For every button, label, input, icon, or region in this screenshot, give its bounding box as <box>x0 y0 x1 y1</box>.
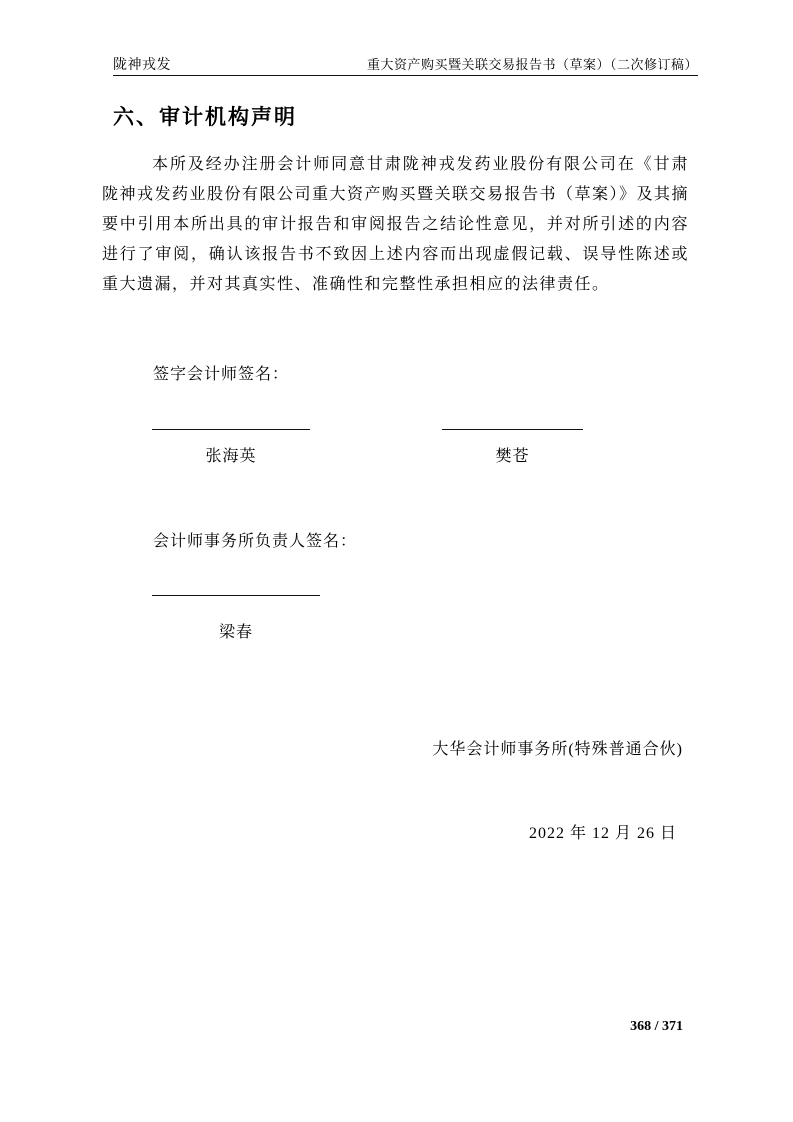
header-report-title: 重大资产购买暨关联交易报告书（草案）（二次修订稿） <box>366 57 698 72</box>
header-divider-rule <box>113 75 698 76</box>
signature-line-firm-head <box>152 595 320 596</box>
section-title: 六、审计机构声明 <box>113 106 297 129</box>
firm-head-label: 会计师事务所负责人签名： <box>153 533 358 550</box>
document-date: 2022 年 12 月 26 日 <box>528 825 677 842</box>
header-company-short-name: 陇神戎发 <box>113 58 171 73</box>
signature-line-accountant-1 <box>152 429 310 430</box>
firm-head-name: 梁春 <box>218 624 253 641</box>
signature-line-accountant-2 <box>442 429 583 430</box>
page-number: 368 / 371 <box>630 1019 683 1034</box>
accounting-firm-name: 大华会计师事务所(特殊普通合伙) <box>432 741 683 758</box>
declaration-paragraph: 本所及经办注册会计师同意甘肃陇神戎发药业股份有限公司在《甘肃陇神戎发药业股份有限公司重大资产购买暨关联交易报告书（草案）》及其摘要中引用本所出具的审计报告和审阅报告之结论性意见，并对所引述的内容进行了审阅，确认该报告书不致因上述内容而出现虚假记载、误导性陈述或重大遗漏，并对其真实性、准确性和完整性承担相应的法律责任。 <box>102 156 690 293</box>
signing-accountants-label: 签字会计师签名： <box>153 366 290 383</box>
accountant-name-2: 樊苍 <box>495 448 530 465</box>
accountant-name-1: 张海英 <box>205 448 257 465</box>
